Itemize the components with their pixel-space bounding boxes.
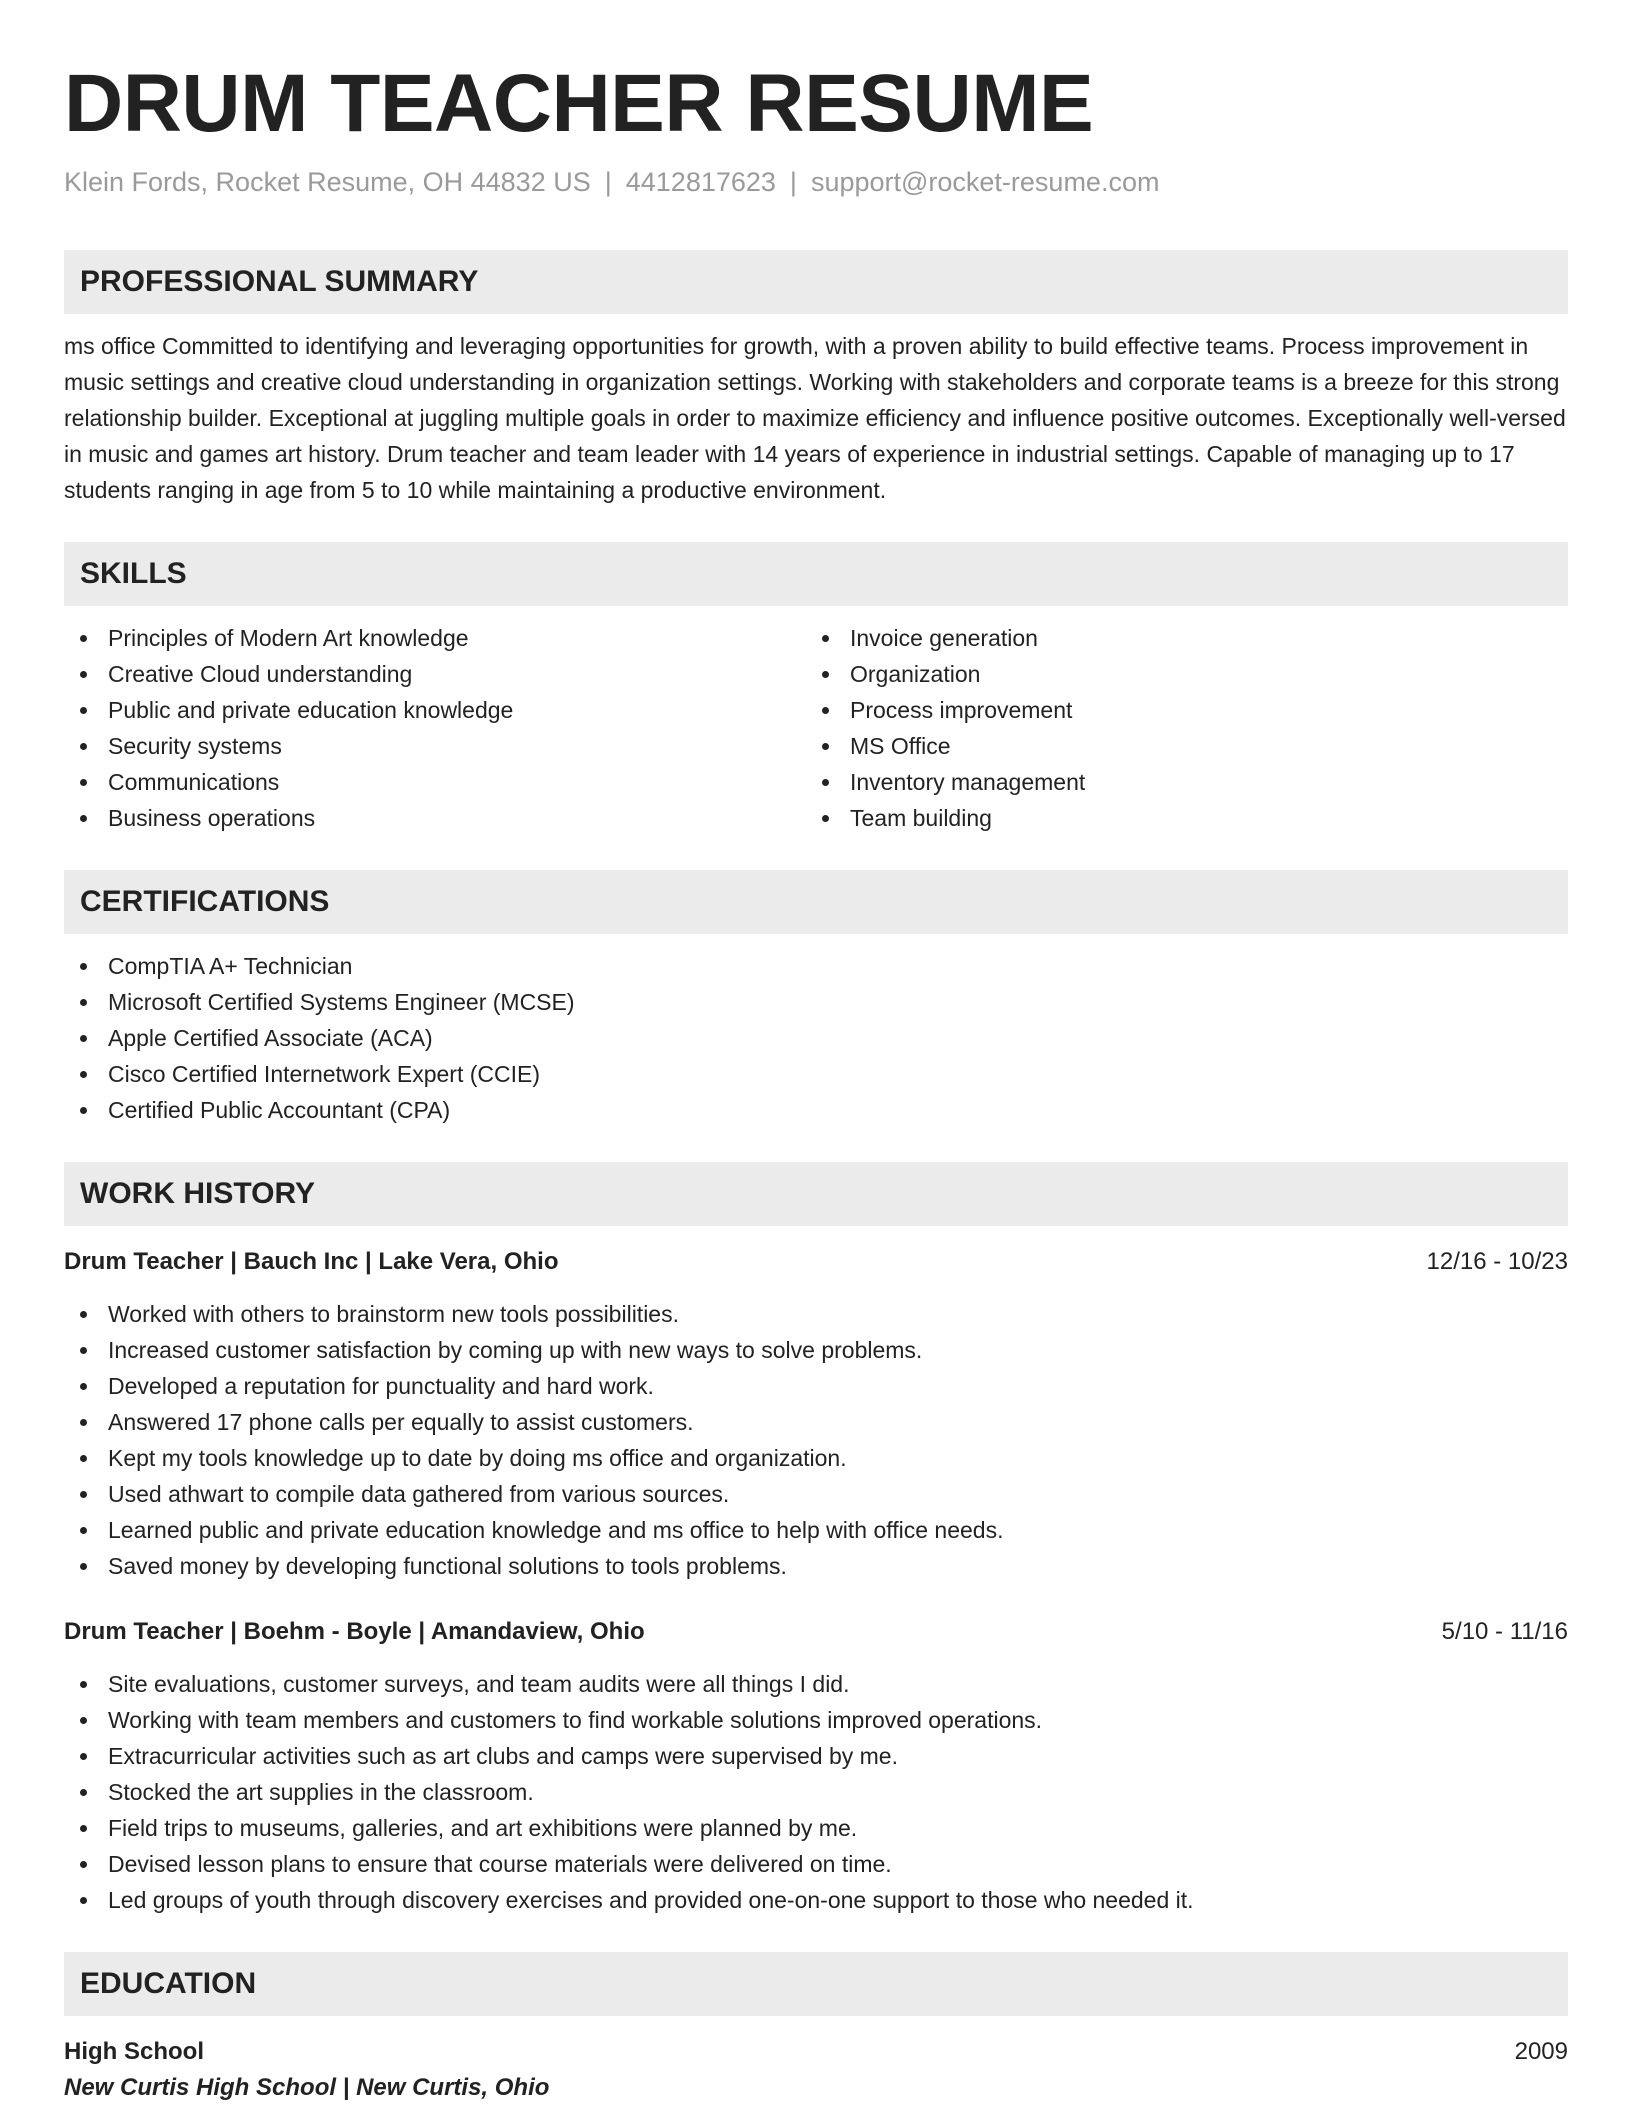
contact-phone: 4412817623 <box>625 167 776 197</box>
skill-label: Team building <box>850 805 992 831</box>
bullet-dot <box>80 1897 87 1904</box>
job-bullet-text: Increased customer satisfaction by coming up with new ways to solve problems. <box>108 1337 923 1363</box>
job-bullets <box>64 1666 1568 1918</box>
bullet-dot <box>822 815 829 822</box>
job-bullet <box>64 1738 1568 1774</box>
certifications-list <box>64 948 1568 1128</box>
bullet-dot <box>80 963 87 970</box>
bullet-dot <box>80 743 87 750</box>
skill-item <box>64 728 806 764</box>
job-bullet-text: Site evaluations, customer surveys, and team audits were all things I did. <box>108 1671 850 1697</box>
bullet-dot <box>80 1861 87 1868</box>
job-bullet <box>64 1368 1568 1404</box>
bullet-dot <box>80 1071 87 1078</box>
skill-item <box>64 656 806 692</box>
skill-label: Principles of Modern Art knowledge <box>108 625 469 651</box>
bullet-dot <box>80 635 87 642</box>
skills-list-left <box>64 620 806 836</box>
skill-item <box>806 692 1548 728</box>
job-entry <box>64 1614 1568 1918</box>
job-bullet-text: Extracurricular activities such as art clubs and camps were supervised by me. <box>108 1743 898 1769</box>
job-bullet <box>64 1404 1568 1440</box>
skill-label: Inventory management <box>850 769 1086 795</box>
job-bullet <box>64 1774 1568 1810</box>
skill-label: Process improvement <box>850 697 1073 723</box>
job-dates: 12/16 - 10/23 <box>1426 1248 1568 1275</box>
certification-item <box>64 1056 1568 1092</box>
bullet-dot <box>80 1825 87 1832</box>
job-bullet <box>64 1548 1568 1584</box>
bullet-dot <box>80 1347 87 1354</box>
job-bullet-text: Stocked the art supplies in the classroom. <box>108 1779 534 1805</box>
skill-label: Creative Cloud understanding <box>108 661 413 687</box>
skill-item <box>806 728 1548 764</box>
bullet-dot <box>822 779 829 786</box>
contact-separator: | <box>604 167 612 197</box>
bullet-dot <box>822 707 829 714</box>
certification-item <box>64 984 1568 1020</box>
resume-title: DRUM TEACHER RESUME <box>64 58 1094 149</box>
job-bullet <box>64 1810 1568 1846</box>
job-bullet-text: Field trips to museums, galleries, and art exhibitions were planned by me. <box>108 1815 858 1841</box>
job-bullet <box>64 1882 1568 1918</box>
summary-text: ms office Committed to identifying and leveraging opportunities for growth, with a proven ability to build effective teams. Process improvement in music settings and creative cloud understanding in organization settings. Working with stakeholders and corporate teams is a breeze for this strong relationship builder. Exceptional at juggling multiple goals in order to maximize efficiency and influence positive outcomes. Exceptionally well-versed in music and games art history. Drum teacher and team leader with 14 years of experience in industrial settings. Capable of managing up to 17 students ranging in age from 5 to 10 while maintaining a productive environment. <box>64 333 1566 503</box>
job-title: Drum Teacher | Boehm - Boyle | Amandaview, Ohio <box>64 1618 645 1645</box>
bullet-dot <box>822 635 829 642</box>
job-bullet <box>64 1846 1568 1882</box>
bullet-dot <box>80 1717 87 1724</box>
job-bullet <box>64 1666 1568 1702</box>
skills-list-right <box>806 620 1548 836</box>
skill-label: Invoice generation <box>850 625 1038 651</box>
skill-item <box>64 764 806 800</box>
bullet-dot <box>822 743 829 750</box>
work-history-heading: WORK HISTORY <box>64 1162 1568 1226</box>
job-bullet-text: Learned public and private education knowledge and ms office to help with office needs. <box>108 1517 1004 1543</box>
job-bullet <box>64 1702 1568 1738</box>
job-bullet-text: Devised lesson plans to ensure that course materials were delivered on time. <box>108 1851 892 1877</box>
bullet-dot <box>80 1753 87 1760</box>
bullet-dot <box>80 1563 87 1570</box>
education-year: 2009 <box>1514 2038 1568 2065</box>
job-title: Drum Teacher | Bauch Inc | Lake Vera, Ohio <box>64 1248 559 1275</box>
summary-heading: PROFESSIONAL SUMMARY <box>64 250 1568 314</box>
contact-address: Klein Fords, Rocket Resume, OH 44832 US <box>64 167 591 197</box>
job-bullet <box>64 1440 1568 1476</box>
skill-item <box>806 656 1548 692</box>
job-entry <box>64 1244 1568 1584</box>
bullet-dot <box>80 1681 87 1688</box>
job-bullet-text: Working with team members and customers to find workable solutions improved operations. <box>108 1707 1043 1733</box>
certification-label: Cisco Certified Internetwork Expert (CCIE) <box>108 1061 541 1087</box>
bullet-dot <box>80 1491 87 1498</box>
bullet-dot <box>80 671 87 678</box>
contact-email: support@rocket-resume.com <box>810 167 1160 197</box>
job-header <box>64 1614 1568 1650</box>
education-header <box>64 2034 1568 2070</box>
skill-label: Public and private education knowledge <box>108 697 514 723</box>
job-bullet-text: Used athwart to compile data gathered from various sources. <box>108 1481 730 1507</box>
bullet-dot <box>80 1107 87 1114</box>
job-dates: 5/10 - 11/16 <box>1441 1618 1568 1645</box>
job-bullet-text: Worked with others to brainstorm new tools possibilities. <box>108 1301 679 1327</box>
job-bullet <box>64 1296 1568 1332</box>
contact-line <box>64 164 1568 200</box>
skill-label: Communications <box>108 769 280 795</box>
education-school: New Curtis High School | New Curtis, Ohio <box>64 2074 550 2101</box>
certification-label: CompTIA A+ Technician <box>108 953 353 979</box>
certification-label: Apple Certified Associate (ACA) <box>108 1025 433 1051</box>
bullet-dot <box>80 1311 87 1318</box>
job-bullet-text: Developed a reputation for punctuality and hard work. <box>108 1373 654 1399</box>
job-bullet <box>64 1512 1568 1548</box>
job-bullet-text: Kept my tools knowledge up to date by doing ms office and organization. <box>108 1445 847 1471</box>
certification-item <box>64 1092 1568 1128</box>
bullet-dot <box>80 779 87 786</box>
certification-item <box>64 948 1568 984</box>
bullet-dot <box>80 999 87 1006</box>
bullet-dot <box>80 1789 87 1796</box>
education-degree: High School <box>64 2038 204 2065</box>
skill-label: MS Office <box>850 733 951 759</box>
certification-item <box>64 1020 1568 1056</box>
education-heading: EDUCATION <box>64 1952 1568 2016</box>
bullet-dot <box>80 1419 87 1426</box>
skills-grid <box>64 620 1568 836</box>
skill-item <box>64 620 806 656</box>
job-bullet <box>64 1332 1568 1368</box>
bullet-dot <box>80 707 87 714</box>
bullet-dot <box>80 815 87 822</box>
skill-item <box>806 620 1548 656</box>
skill-item <box>64 692 806 728</box>
job-bullet-text: Saved money by developing functional solutions to tools problems. <box>108 1553 787 1579</box>
job-header <box>64 1244 1568 1280</box>
certifications-heading: CERTIFICATIONS <box>64 870 1568 934</box>
skill-label: Organization <box>850 661 981 687</box>
contact-separator: | <box>789 167 797 197</box>
bullet-dot <box>80 1383 87 1390</box>
bullet-dot <box>822 671 829 678</box>
job-bullet-text: Led groups of youth through discovery exercises and provided one-on-one support to those who needed it. <box>108 1887 1194 1913</box>
certification-label: Certified Public Accountant (CPA) <box>108 1097 451 1123</box>
skill-label: Security systems <box>108 733 282 759</box>
skill-item <box>806 800 1548 836</box>
skills-heading: SKILLS <box>64 542 1568 606</box>
job-bullets <box>64 1296 1568 1584</box>
skill-item <box>64 800 806 836</box>
job-bullet <box>64 1476 1568 1512</box>
bullet-dot <box>80 1035 87 1042</box>
job-bullet-text: Answered 17 phone calls per equally to assist customers. <box>108 1409 694 1435</box>
skill-item <box>806 764 1548 800</box>
bullet-dot <box>80 1527 87 1534</box>
bullet-dot <box>80 1455 87 1462</box>
certification-label: Microsoft Certified Systems Engineer (MCSE) <box>108 989 575 1015</box>
skill-label: Business operations <box>108 805 316 831</box>
